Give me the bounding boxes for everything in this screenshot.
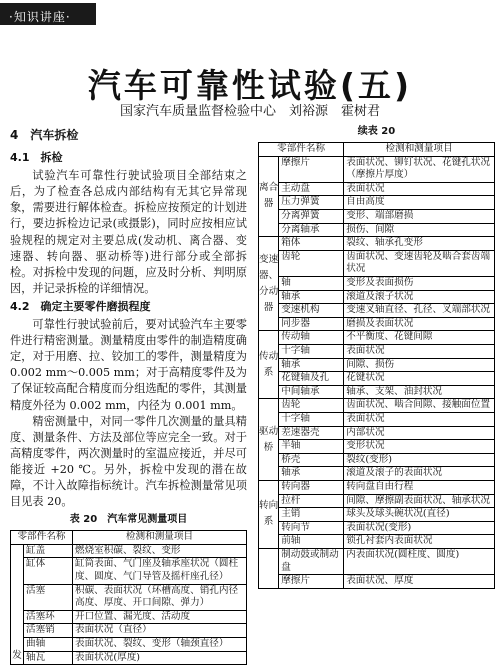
part-name: 摩擦片: [279, 575, 344, 589]
check-item: 表面状况: [344, 182, 495, 196]
check-item: 间隙、损伤: [344, 358, 495, 372]
part-name: 压力弹簧: [279, 196, 344, 210]
check-item: 表面状况(变形): [344, 521, 495, 535]
check-item: 转向盘自由行程: [344, 480, 495, 494]
table-row: [259, 453, 495, 467]
table-row: [11, 544, 247, 558]
table-row: [259, 358, 495, 372]
part-name: 转向节: [279, 521, 344, 535]
check-item: 花键状况: [344, 372, 495, 386]
table-row: [259, 223, 495, 237]
table-row: [11, 651, 247, 665]
table-row: [259, 210, 495, 224]
check-item: 表面状况、厚度: [344, 575, 495, 589]
table-row: [11, 558, 247, 584]
table-row: [259, 467, 495, 481]
part-name: 轴: [279, 277, 344, 291]
part-name: 花键轴及孔: [279, 372, 344, 386]
check-item: 自由高度: [344, 196, 495, 210]
part-name: 缸体: [24, 558, 73, 584]
part-name: 十字轴: [279, 345, 344, 359]
part-name: 十字轴: [279, 412, 344, 426]
section-4-1-paragraph: 试验汽车可靠性行驶试验项目全部结束之后，为了检查各总成内部结构有无其它异常现象，需要进行解体检查。拆检应按预定的计划进行，要边拆检边记录(或摄影)，同时应按相应试验规程的规定对主要总成(发动机、离合器、变速器、转向器、驱动桥等)进行部分或全部拆检。对拆检中发现的问题，应及时分析、判明原因，并记录拆检的详细情况。: [10, 169, 247, 295]
table-row: [259, 317, 495, 331]
part-name: 缸盖: [24, 544, 73, 558]
table-row: [259, 508, 495, 522]
section-label: ·知识讲座·: [9, 10, 71, 24]
table-row: [259, 480, 495, 494]
part-name: 同步器: [279, 317, 344, 331]
group-label: [259, 548, 279, 588]
part-name: 齿轮: [279, 399, 344, 413]
part-name: 活塞环: [24, 610, 73, 624]
check-item: 开口位置、漏光度、活动度: [73, 610, 247, 624]
article-authors: 国家汽车质量监督检验中心 刘裕源 霍树君: [119, 104, 380, 119]
part-name: 差速器壳: [279, 426, 344, 440]
table-row: [259, 250, 495, 276]
group-label: 传动系: [259, 331, 279, 399]
left-column: [10, 126, 247, 665]
check-item: 表面状况: [344, 345, 495, 359]
group-label: 离合器: [259, 156, 279, 237]
column-header-part: 零部件名称: [11, 531, 73, 545]
table-row: [11, 584, 247, 610]
table-row: [259, 156, 495, 182]
check-item: 齿面状况、啮合间隙、接触面位置: [344, 399, 495, 413]
column-header-item: 检测和测量项目: [344, 143, 495, 157]
check-item: 滚道及滚子的表面状况: [344, 467, 495, 481]
table-row: [259, 331, 495, 345]
check-item: 不平衡度、花键间隙: [344, 331, 495, 345]
table-row: [11, 610, 247, 624]
section-4-2-paragraph-1: 可靠性行驶试验前后，要对试验汽车主要零件进行精密测量。测量精度由零件的制造精度确定，对于用磨、拉、铰加工的零件，测量精度为 0.002 mm～0.005 mm；对于高精度零件及为了保证较高配合精度而分组选配的零件，其测量精度外径为 0.002 mm，内径为 0.001 mm。: [10, 318, 247, 412]
check-item: 内表面状况(圆柱度、圆度): [344, 548, 495, 574]
check-item: 表面状况: [344, 412, 495, 426]
part-name: 轴承: [279, 467, 344, 481]
table-row: [11, 638, 247, 652]
table-row: [259, 182, 495, 196]
part-name: 箱体: [279, 237, 344, 251]
table-row: [259, 521, 495, 535]
part-name: 前轴: [279, 535, 344, 549]
part-name: 拉杆: [279, 494, 344, 508]
check-item: 裂纹、轴承孔变形: [344, 237, 495, 251]
table-row: [259, 494, 495, 508]
check-item: 变形状况: [344, 440, 495, 454]
check-item: 表面状况（直径）: [73, 624, 247, 638]
table-row: [259, 304, 495, 318]
part-name: 轴承: [279, 358, 344, 372]
table-row: [259, 385, 495, 399]
check-item: 齿面状况、变速齿轮及啮合套齿端状况: [344, 250, 495, 276]
part-name: 齿轮: [279, 250, 344, 276]
table-row: [259, 535, 495, 549]
part-name: 摩擦片: [279, 156, 344, 182]
check-item: 间隙、摩擦副表面状况、轴承状况: [344, 494, 495, 508]
part-name: 轴瓦: [24, 651, 73, 665]
column-header-part: 零部件名称: [259, 143, 344, 157]
part-name: 主动盘: [279, 182, 344, 196]
part-name: 轴承: [279, 290, 344, 304]
page-header: [0, 0, 500, 30]
check-item: 损伤、间隙: [344, 223, 495, 237]
check-item: 裂纹(变形): [344, 453, 495, 467]
section-4-2-paragraph-2: 精密测量中，对同一零件几次测量的量具精度、测量条件、方法及部位等应完全一致。对于高精度零件，两次测量时的室温应接近，并尽可能接近 +20 ℃。另外，拆检中发现的潜在故障，不计入故障指标统计。汽车拆检测量常见项目见表 20。: [10, 414, 247, 509]
check-item: 表面状况、铆钉状况、花键孔状况（摩擦片厚度）: [344, 156, 495, 182]
check-item: 内部状况: [344, 426, 495, 440]
table-row: [259, 277, 495, 291]
part-name: 主销: [279, 508, 344, 522]
part-name: 传动轴: [279, 331, 344, 345]
check-item: 表面状况(厚度): [73, 651, 247, 665]
table-row: [259, 345, 495, 359]
right-column: [258, 122, 495, 589]
group-label: 变速器、分动器: [259, 237, 279, 331]
part-name: 转向器: [279, 480, 344, 494]
table-row: [11, 624, 247, 638]
table-row: [259, 440, 495, 454]
part-name: 曲轴: [24, 638, 73, 652]
part-name: 制动鼓或制动盘: [279, 548, 344, 574]
check-item: 球头及球头碗状况(直径): [344, 508, 495, 522]
table-row: [259, 412, 495, 426]
table-row: [259, 426, 495, 440]
part-name: 活塞: [24, 584, 73, 610]
part-name: 变速机构: [279, 304, 344, 318]
part-name: 活塞销: [24, 624, 73, 638]
check-item: 滚道及滚子状况: [344, 290, 495, 304]
group-label: 转向系: [259, 480, 279, 548]
section-4-1-heading: 4.1 拆检: [10, 151, 63, 165]
table-row: [259, 372, 495, 386]
check-item: 燃烧室积碳、裂纹、变形: [73, 544, 247, 558]
table-row: [259, 237, 495, 251]
check-item: 积碳、表面状况（环槽高度、销孔内径高度、厚度、开口间隙、弹力）: [73, 584, 247, 610]
table-row: [259, 548, 495, 574]
part-name: 桥壳: [279, 453, 344, 467]
check-item: 锁孔衬套内表面状况: [344, 535, 495, 549]
section-4-2-heading: 4.2 确定主要零件磨损程度: [10, 299, 151, 313]
group-label: 发: [11, 544, 24, 664]
part-name: 分离轴承: [279, 223, 344, 237]
check-item: 缸筒表面、气门座及轴承座状况（圆柱度、圆度、气门导管及摇杆座孔径）: [73, 558, 247, 584]
check-item: 变形、端部磨损: [344, 210, 495, 224]
table-row: [259, 290, 495, 304]
table-row: [259, 575, 495, 589]
table-row: [259, 399, 495, 413]
check-item: 磨损及表面状况: [344, 317, 495, 331]
table-20-part-2: [258, 142, 495, 589]
column-header-item: 检测和测量项目: [73, 531, 247, 545]
table-20-continued-caption: 续表 20: [357, 126, 396, 137]
table-header-row: [11, 531, 247, 545]
group-label: 驱动桥: [259, 399, 279, 481]
table-20-caption: 表 20 汽车常见测量项目: [69, 514, 188, 526]
table-header-row: [259, 143, 495, 157]
part-name: 半轴: [279, 440, 344, 454]
check-item: 表面状况、裂纹、变形（轴颈直径）: [73, 638, 247, 652]
table-20-part-1: [10, 530, 247, 665]
section-4-heading: 4 汽车拆检: [10, 128, 79, 142]
table-row: [259, 196, 495, 210]
check-item: 变形及表面损伤: [344, 277, 495, 291]
part-name: 中间轴承: [279, 385, 344, 399]
check-item: 轴承、支架、油封状况: [344, 385, 495, 399]
article-title: 汽车可靠性试验(五): [87, 66, 413, 105]
part-name: 分离弹簧: [279, 210, 344, 224]
check-item: 变速叉轴直径、孔径、叉端部状况: [344, 304, 495, 318]
